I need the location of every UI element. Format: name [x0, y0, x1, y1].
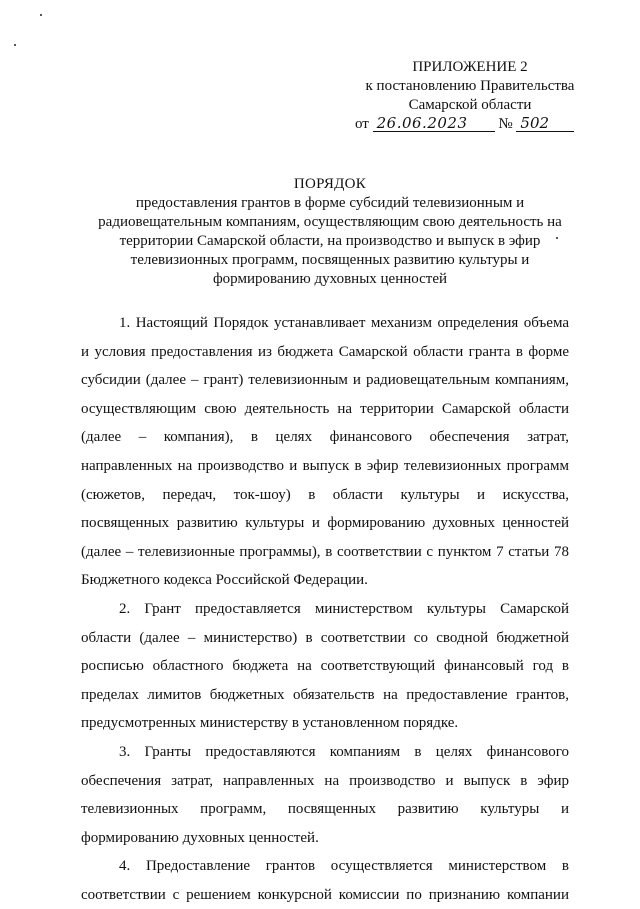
date-prefix: от — [355, 116, 369, 132]
paragraph-line: пределах лимитов бюджетных обязательств на предоставление грантов, — [81, 686, 569, 703]
number-prefix: № — [498, 116, 513, 132]
appendix-date-number-line — [355, 115, 585, 134]
document-subtitle-line: предоставления грантов в форме субсидий телевизионным и — [135, 195, 525, 211]
appendix-title: ПРИЛОЖЕНИЕ 2 — [412, 59, 528, 75]
document-subtitle-line: телевизионных программ, посвященных развитию культуры и — [130, 252, 530, 268]
paragraph-3 — [81, 738, 569, 852]
paragraph-1 — [81, 309, 569, 595]
paragraph-line: телевизионных программ, посвященных развитию культуры и — [81, 801, 569, 818]
paragraph-line: области (далее – министерство) в соответствии со сводной бюджетной — [81, 629, 569, 646]
document-subtitle-line: формированию духовных ценностей — [212, 271, 448, 287]
document-title: ПОРЯДОК — [293, 176, 367, 192]
paragraph-line: направленных на производство и выпуск в эфир телевизионных программ — [81, 457, 569, 474]
paragraph-line: 1. Настоящий Порядок устанавливает механизм определения объема — [119, 315, 569, 331]
paragraph-line: (далее – компания), в целях финансового обеспечения затрат, — [81, 429, 569, 446]
paragraph-line: формированию духовных ценностей. — [81, 829, 319, 846]
document-body — [81, 309, 569, 909]
paragraph-line: Бюджетного кодекса Российской Федерации. — [81, 572, 368, 589]
paragraph-line: 2. Грант предоставляется министерством культуры Самарской — [119, 600, 569, 617]
document-subtitle-line: радиовещательным компаниям, осуществляющим свою деятельность на — [98, 214, 562, 230]
document-subtitle-line: территории Самарской области, на производство и выпуск в эфир — [119, 233, 541, 249]
appendix-header — [355, 58, 585, 134]
handwritten-date: 26.06.2023 — [373, 115, 495, 132]
paragraph-line: предусмотренных министерству в установленном порядке. — [81, 715, 459, 732]
paragraph-line: обеспечения затрат, направленных на производство и выпуск в эфир — [81, 772, 569, 789]
scan-speck — [14, 44, 16, 46]
document-heading — [80, 175, 580, 289]
handwritten-number: 502 — [516, 115, 574, 132]
paragraph-line: субсидии (далее – грант) телевизионным и радиовещательным компаниям, — [81, 372, 569, 389]
paragraph-line: 4. Предоставление грантов осуществляется министерством в — [119, 858, 569, 875]
paragraph-line: (сюжетов, передач, ток-шоу) в области культуры и искусства, — [81, 486, 569, 503]
paragraph-line: 3. Гранты предоставляются компаниям в целях финансового — [119, 743, 569, 760]
paragraph-line: соответствии с решением конкурсной комиссии по признанию компании — [81, 886, 569, 903]
appendix-government-name: Самарской области — [408, 97, 532, 113]
appendix-decree-reference: к постановлению Правительства — [365, 78, 575, 94]
paragraph-line: осуществляющим свою деятельность на территории Самарской области — [81, 400, 569, 417]
paragraph-line: росписью областного бюджета на соответствующий финансовый год в — [81, 658, 569, 675]
paragraph-line: (далее – телевизионные программы), в соответствии с пунктом 7 статьи 78 — [81, 543, 569, 560]
paragraph-line: и условия предоставления из бюджета Самарской области гранта в форме — [81, 343, 569, 360]
paragraph-4 — [81, 852, 569, 909]
paragraph-line: посвященных развитию культуры и формированию духовных ценностей — [81, 515, 569, 532]
paragraph-2 — [81, 595, 569, 738]
scan-speck — [40, 14, 42, 16]
